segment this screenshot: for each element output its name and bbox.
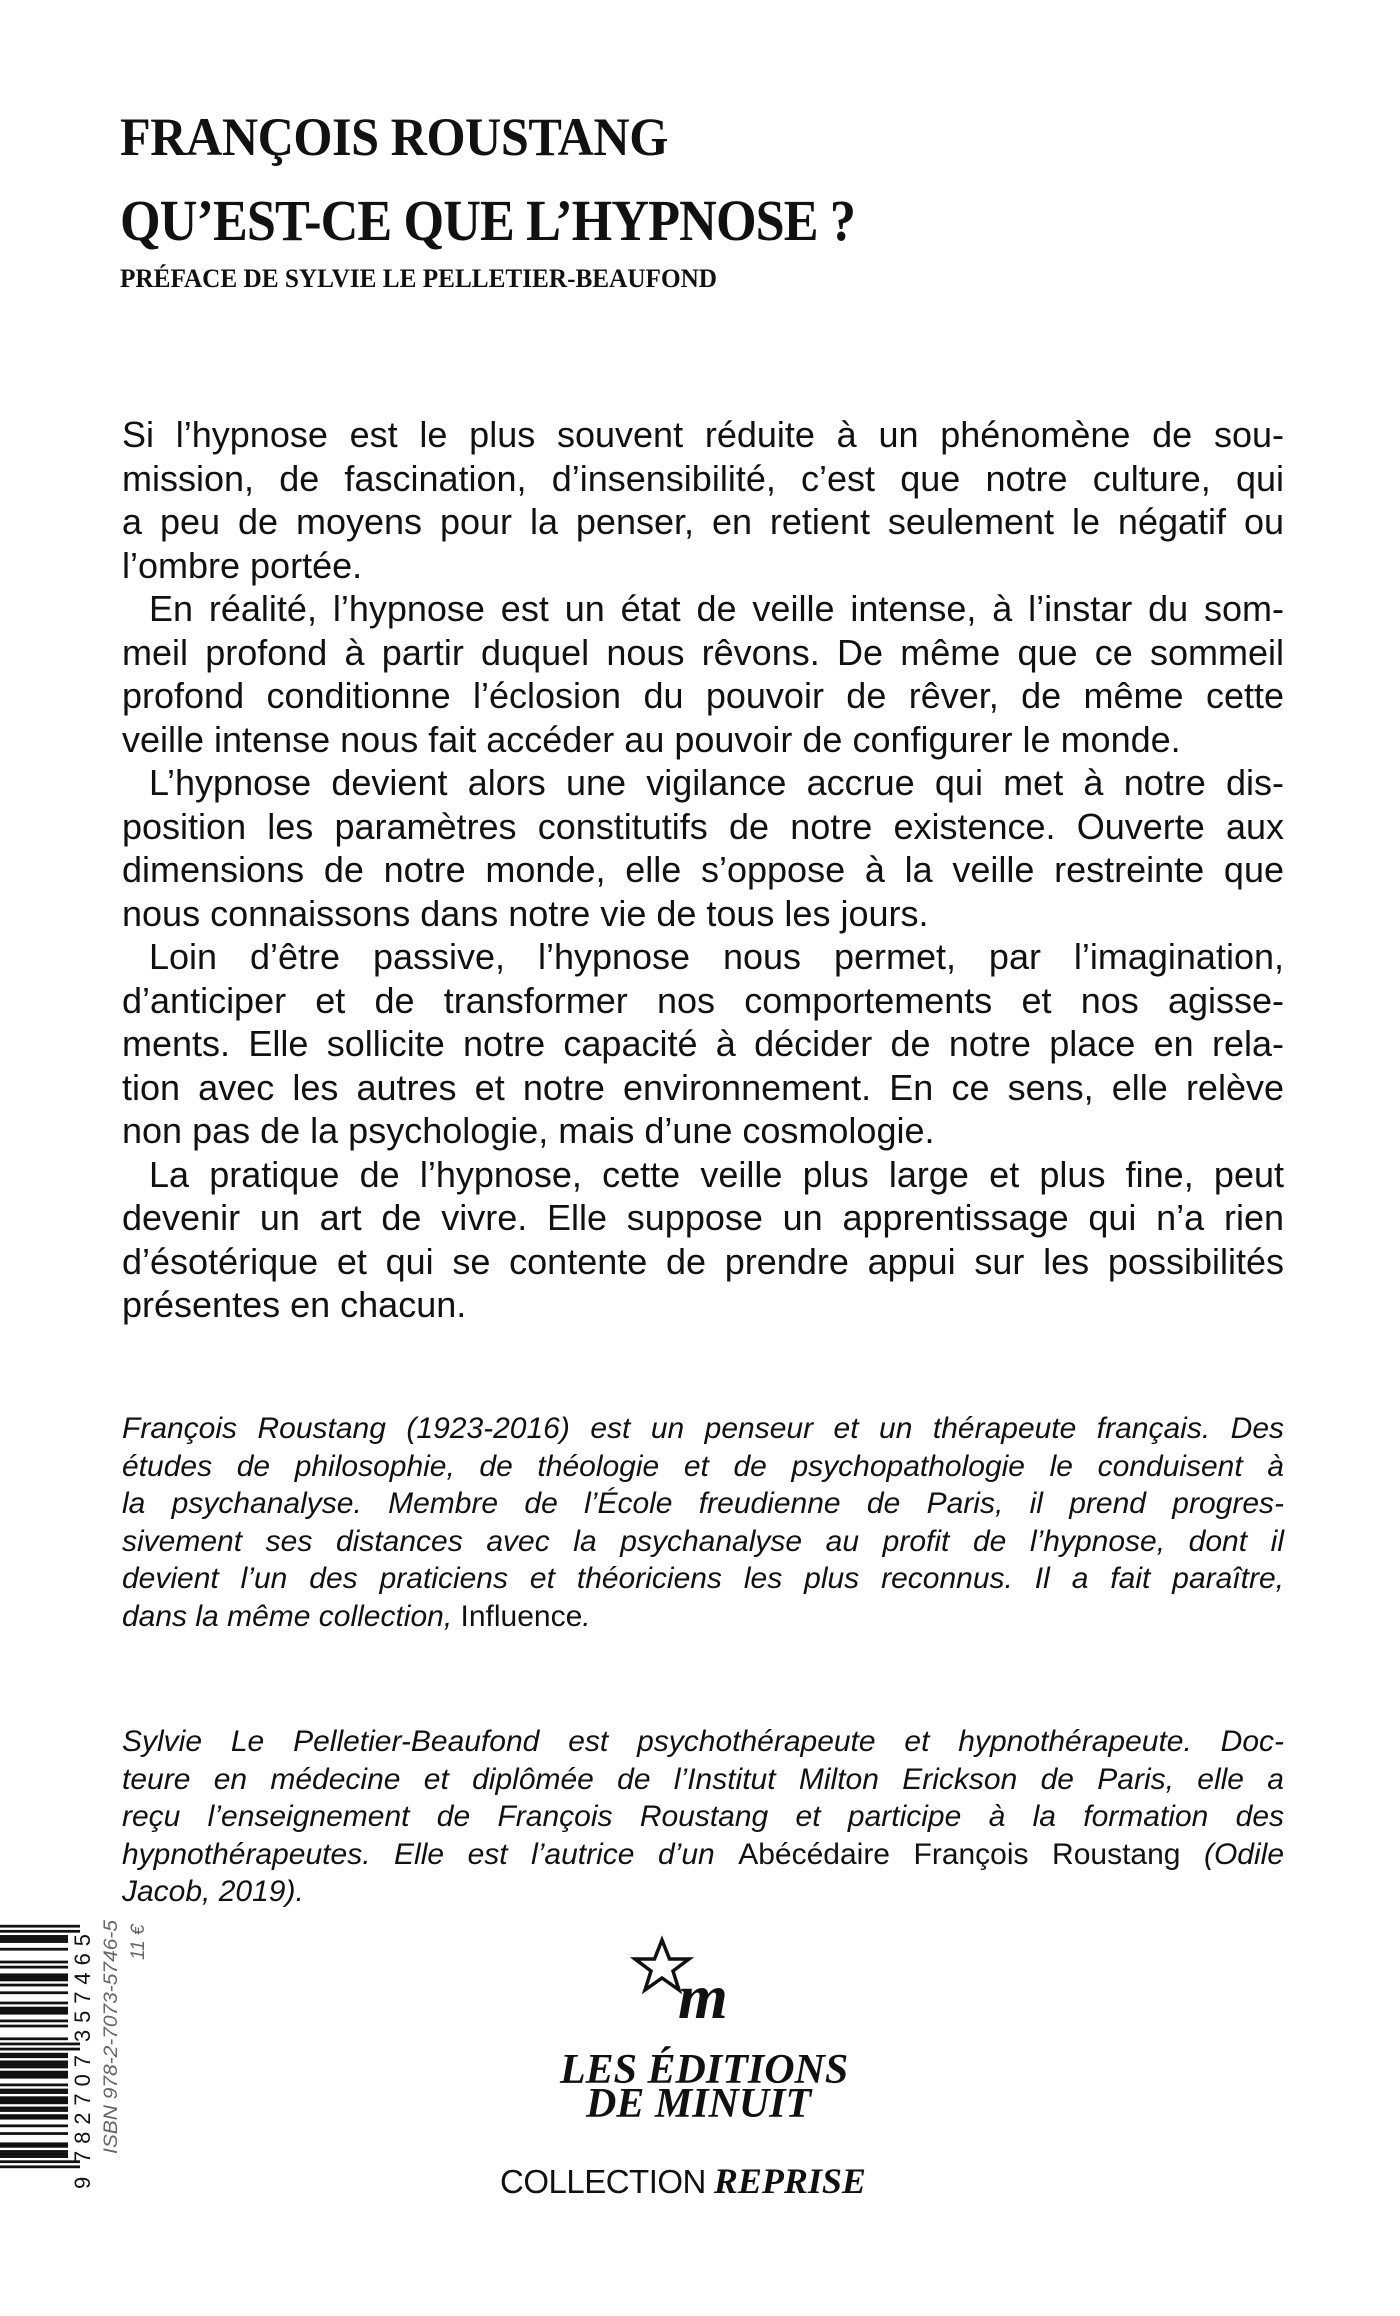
blurb-line: présentes en chacun. [122,1284,467,1325]
blurb-text [122,413,1284,1327]
barcode-bar [0,2091,68,2094]
isbn-number: ISBN 978-2-7073-5746-5 [101,1941,122,2154]
bio-text: Sylvie Le Pelletier-Beaufond est psychothérapeute et hypnothérapeute. Doc- [122,1725,1284,1758]
barcode-digits-right: 357465 [70,1934,95,2042]
barcode-bar [0,2007,68,2010]
barcode-bar [0,2109,68,2112]
barcode-bar [0,2155,68,2158]
bio-line [122,1448,1284,1486]
blurb-line: meil profond à partir duquel nous rêvons. De même que ce sommeil [122,631,1284,673]
bio-line [122,1560,1284,1598]
barcode-bar [0,2066,68,2069]
barcode-bar [0,2060,68,2063]
barcode-bar [0,2101,68,2104]
barcode-bar [0,1973,68,1976]
bio-text: Jacob, 2019). [122,1875,304,1909]
barcode-bars [0,1925,80,2168]
bio-text: dans la même collection, [122,1599,461,1633]
blurb-line: La pratique de l’hypnose, cette veille plus large et plus fine, peut [149,1153,1284,1195]
barcode-bar [0,2002,68,2005]
blurb-line: ments. Elle sollicite notre capacité à décider de notre place en rela- [122,1023,1284,1064]
barcode-bar [0,2084,68,2087]
book-title-reference: Influence [460,1599,583,1633]
blurb-line: a peu de moyens pour la penser, en retient seulement le négatif ou [122,501,1284,542]
blurb-line: dimensions de notre monde, elle s’oppose à la veille restreinte que [122,849,1284,890]
bio-line [122,1761,1284,1799]
barcode-bar [0,1930,80,1933]
publisher-name-line2: DE MINUIT [586,2081,812,2127]
barcode-bar [0,2124,68,2127]
barcode-bar [0,2153,68,2156]
publisher-name-line1: LES ÉDITIONS [560,2047,849,2093]
barcode-bar [0,2076,68,2079]
bio-line [122,1410,1284,1448]
isbn-barcode [0,1900,160,2200]
barcode-bar [0,2089,68,2092]
barcode-bar [0,2020,68,2023]
barcode-bar [0,2055,68,2058]
blurb-line: nous connaissons dans notre vie de tous les jours. [122,892,929,934]
blurb-line: d’ésotérique et qui se contente de prendre appui sur les possibilités [122,1240,1284,1282]
author-biography [122,1410,1284,1636]
bio-text: sivement ses distances avec la psychanalyse au profit de l’hypnose, dont il [122,1524,1284,1558]
barcode-bar [0,2009,68,2012]
bio-line [122,1485,1284,1523]
author-name: FRANÇOIS ROUSTANG [120,107,668,167]
bio-line [122,1523,1284,1561]
bio-text: devient l’un des praticiens et théoriciens les plus reconnus. Il a fait paraître, [122,1562,1284,1596]
bio-text: hypnothérapeutes. Elle est l’autrice d’un [122,1837,739,1871]
collection-title: REPRISE [713,2161,866,2201]
barcode-bar [0,1948,68,1951]
barcode-bar [0,2025,68,2028]
barcode-bar [0,2053,68,2056]
barcode-bar [0,1976,68,1979]
blurb-line: d’anticiper et de transformer nos comportements et nos agisse- [122,979,1284,1021]
blurb-line: position les paramètres constitutifs de notre existence. Ouverte aux [122,805,1284,847]
barcode-bar [0,1984,68,1987]
bio-text: la psychanalyse. Membre de l’École freudienne de Paris, il prend progres- [122,1487,1284,1521]
barcode-bar [0,2107,68,2110]
barcode-bar [0,2132,68,2135]
barcode-bar [0,1979,68,1982]
collection-name [500,2160,866,2202]
blurb-line: l’ombre portée. [122,544,363,586]
barcode-bar [0,2150,68,2153]
barcode-bar [0,2096,68,2099]
bio-line [122,1836,1284,1874]
book-title: QU’EST-CE QUE L’HYPNOSE ? [120,188,856,253]
blurb-line: devenir un art de vivre. Elle suppose un apprentissage qui n’a rien [122,1197,1284,1238]
barcode-bar [0,2037,68,2040]
logo-letter: m [678,1961,728,2030]
barcode-bar [0,2165,80,2168]
price: 11 € [128,1924,149,1960]
book-title-reference: Abécédaire François Roustang [738,1837,1181,1871]
blurb-line: mission, de fascination, d’insensibilité, c’est que notre culture, qui [122,457,1284,499]
barcode-bar [0,1991,68,1994]
blurb-line: En réalité, l’hypnose est un état de veille intense, à l’instar du som- [149,588,1284,629]
bio-line [122,1598,1284,1636]
preface-credit: PRÉFACE DE SYLVIE LE PELLETIER-BEAUFOND [120,264,718,293]
bio-line [122,1873,1284,1911]
bio-line [122,1723,1284,1761]
barcode-bar [0,2160,80,2163]
barcode-bar [0,2114,68,2117]
barcode-digits-left: 782707 [70,2055,95,2163]
barcode-bar [0,2142,68,2145]
barcode-bar [0,1961,68,1964]
bio-text: reçu l’enseignement de François Roustang et participe à la formation des [122,1800,1284,1834]
bio-text: études de philosophie, de théologie et de psychopathologie le conduisent à [122,1449,1284,1483]
preface-author-biography [122,1723,1284,1911]
barcode-bar [0,2063,68,2066]
collection-label: COLLECTION [500,2163,706,2200]
barcode-bar [0,2048,80,2051]
bio-text: teure en médecine et diplômée de l’Institut Milton Erickson de Paris, elle a [122,1762,1284,1796]
blurb-line: L’hypnose devient alors une vigilance accrue qui met à notre dis- [149,762,1284,803]
barcode-bar [0,2073,68,2076]
barcode-bar [0,1940,68,1943]
barcode-bar [0,2117,68,2120]
publisher-logo [600,1935,760,2030]
barcode-bar [0,2099,68,2102]
barcode-bar [0,2145,68,2148]
barcode-bar [0,2012,68,2015]
blurb-line: Loin d’être passive, l’hypnose nous permet, par l’imagination, [149,936,1284,977]
barcode-bar [0,1938,68,1941]
bio-text: François Roustang (1923-2016) est un penseur et un thérapeute français. Des [122,1412,1284,1445]
bio-text: (Odile [1180,1837,1285,1871]
blurb-line: profond conditionne l’éclosion du pouvoir de rêver, de même cette [122,675,1284,716]
barcode-bar [0,1966,68,1969]
barcode-bar [0,2043,80,2046]
barcode-digit-lead: 9 [70,2176,95,2189]
barcode-bar [0,1935,68,1938]
blurb-line: non pas de la psychologie, mais d’une cosmologie. [122,1110,935,1151]
bio-text: . [582,1599,591,1633]
blurb-line: veille intense nous fait accéder au pouvoir de configurer le monde. [122,718,1181,760]
bio-line [122,1798,1284,1836]
barcode-bar [0,1925,80,1928]
barcode-bar [0,2071,68,2074]
blurb-line: Si l’hypnose est le plus souvent réduite à un phénomène de sou- [122,414,1284,455]
blurb-line: tion avec les autres et notre environnement. En ce sens, elle relève [122,1066,1284,1108]
